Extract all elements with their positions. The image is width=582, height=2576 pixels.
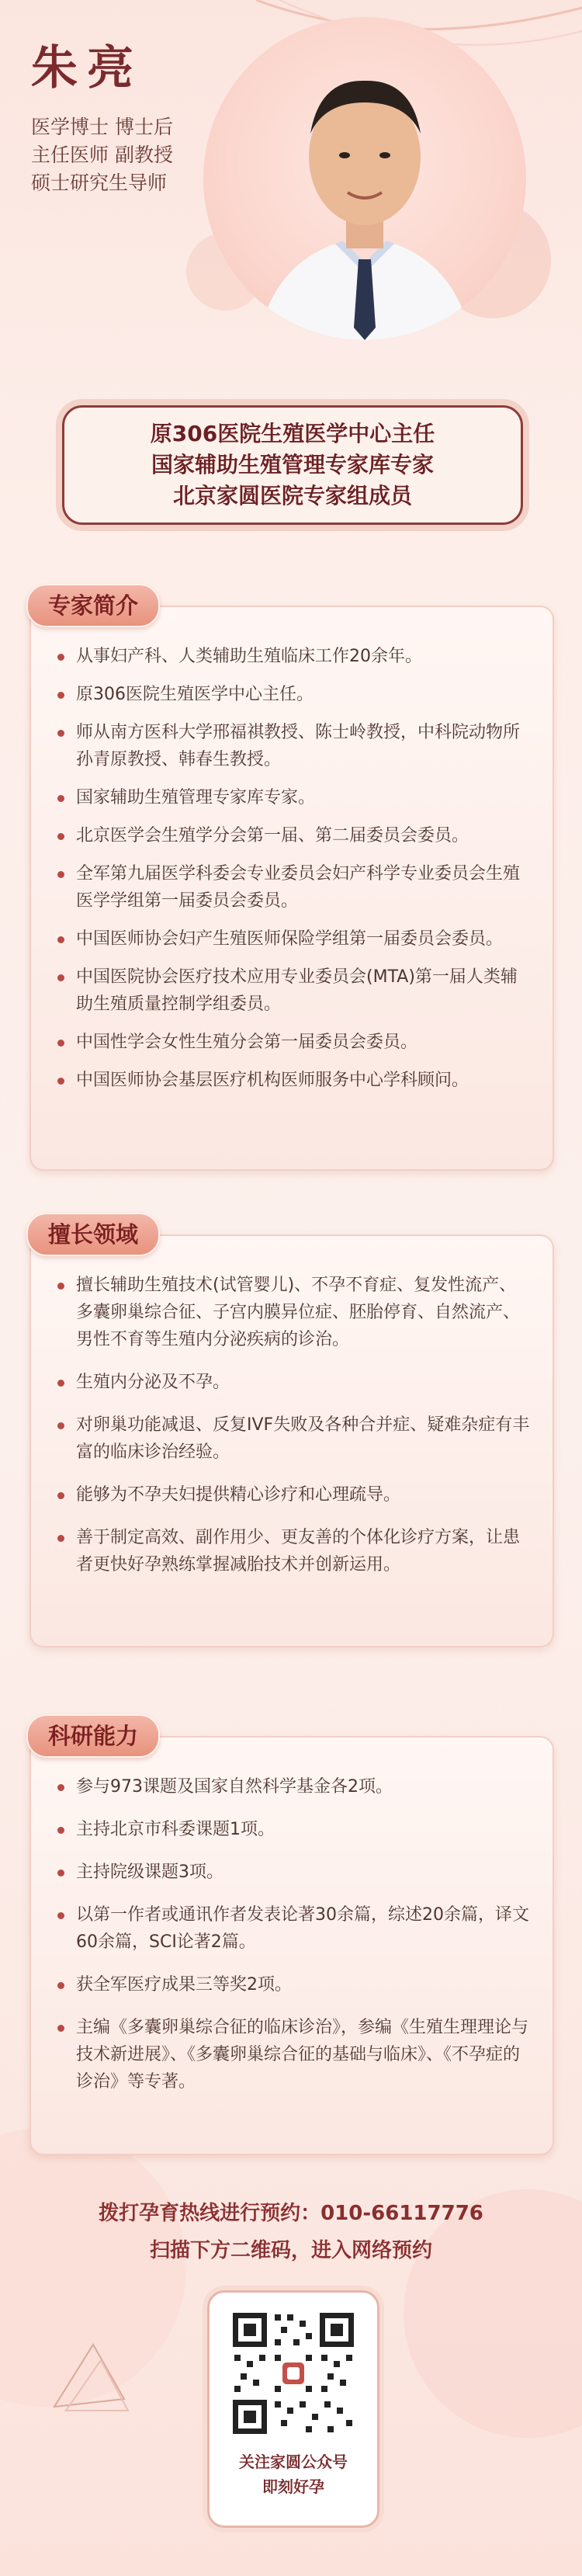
doctor-title-2: 主任医师 副教授 bbox=[31, 144, 173, 166]
specialties-list bbox=[57, 1272, 531, 1594]
research-card bbox=[29, 1736, 554, 2155]
list-item: 以第一作者或通讯作者发表论著30余篇，综述20余篇，译文60余篇，SCI论著2篇。 bbox=[57, 1901, 531, 1956]
list-item: 主编《多囊卵巢综合征的临床诊治》，参编《生殖生理理论与技术新进展》、《多囊卵巢综合征的基础与临床》、《不孕症的诊治》等专著。 bbox=[57, 2014, 531, 2095]
list-item: 从事妇产科、人类辅助生殖临床工作20余年。 bbox=[57, 643, 531, 670]
section-title-research: 科研能力 bbox=[26, 1714, 160, 1758]
list-item: 北京医学会生殖学分会第一届、第二届委员会委员。 bbox=[57, 822, 531, 849]
list-item: 生殖内分泌及不孕。 bbox=[57, 1369, 531, 1396]
banner-line: 国家辅助生殖管理专家库专家 bbox=[151, 452, 434, 477]
list-item: 中国医师协会妇产生殖医师保险学组第一届委员会委员。 bbox=[57, 925, 531, 953]
banner-line: 北京家圆医院专家组成员 bbox=[172, 483, 412, 509]
qr-caption-line2: 即刻好孕 bbox=[262, 2477, 324, 2496]
list-item: 中国医师协会基层医疗机构医师服务中心学科顾问。 bbox=[57, 1067, 531, 1094]
scan-instruction: 扫描下方二维码，进入网络预约 bbox=[149, 2239, 432, 2262]
profile-list bbox=[57, 643, 531, 1105]
list-item: 中国医院协会医疗技术应用专业委员会(MTA)第一届人类辅助生殖质量控制学组委员。 bbox=[57, 963, 531, 1018]
doctor-title-1: 医学博士 博士后 bbox=[31, 116, 173, 138]
doctor-title-3: 硕士研究生导师 bbox=[31, 172, 168, 194]
section-title-profile: 专家简介 bbox=[26, 584, 160, 627]
list-item: 擅长辅助生殖技术(试管婴儿)、不孕不育症、复发性流产、多囊卵巢综合征、子宫内膜异位症、胚胎停育、自然流产、男性不育等生殖内分泌疾病的诊治。 bbox=[57, 1272, 531, 1353]
decor-circle bbox=[404, 2189, 582, 2438]
doctor-portrait bbox=[203, 17, 526, 340]
list-item: 国家辅助生殖管理专家库专家。 bbox=[57, 784, 531, 811]
banner-line: 原306医院生殖医学中心主任 bbox=[150, 421, 435, 446]
qr-caption-line1: 关注家圆公众号 bbox=[239, 2453, 348, 2471]
list-item: 对卵巢功能减退、反复IVF失败及各种合并症、疑难杂症有丰富的临床诊治经验。 bbox=[57, 1411, 531, 1466]
hotline-text: 拨打孕育热线进行预约：010-66117776 bbox=[99, 2202, 483, 2225]
profile-card bbox=[29, 606, 554, 1171]
doctor-name: 朱亮 bbox=[31, 41, 143, 95]
specialties-card bbox=[29, 1234, 554, 1647]
qr-card bbox=[207, 2290, 379, 2528]
list-item: 全军第九届医学科委会专业委员会妇产科学专业委员会生殖医学学组第一届委员会委员。 bbox=[57, 860, 531, 915]
list-item: 师从南方医科大学邢福祺教授、陈士岭教授，中科院动物所孙青原教授、韩春生教授。 bbox=[57, 719, 531, 773]
section-title-specialties: 擅长领域 bbox=[26, 1213, 160, 1256]
qr-code[interactable] bbox=[230, 2310, 357, 2437]
list-item: 参与973课题及国家自然科学基金各2项。 bbox=[57, 1773, 531, 1800]
list-item: 原306医院生殖医学中心主任。 bbox=[57, 681, 531, 708]
list-item: 能够为不孕夫妇提供精心诊疗和心理疏导。 bbox=[57, 1481, 531, 1508]
list-item: 获全军医疗成果三等奖2项。 bbox=[57, 1971, 531, 1998]
research-list bbox=[57, 1773, 531, 2111]
list-item: 善于制定高效、副作用少、更友善的个体化诊疗方案，让患者更快好孕熟练掌握减胎技术并创新运用。 bbox=[57, 1524, 531, 1578]
list-item: 中国性学会女性生殖分会第一届委员会委员。 bbox=[57, 1029, 531, 1056]
list-item: 主持北京市科委课题1项。 bbox=[57, 1816, 531, 1843]
credentials-banner bbox=[62, 405, 523, 525]
decor-triangles bbox=[47, 2337, 132, 2422]
list-item: 主持院级课题3项。 bbox=[57, 1859, 531, 1886]
